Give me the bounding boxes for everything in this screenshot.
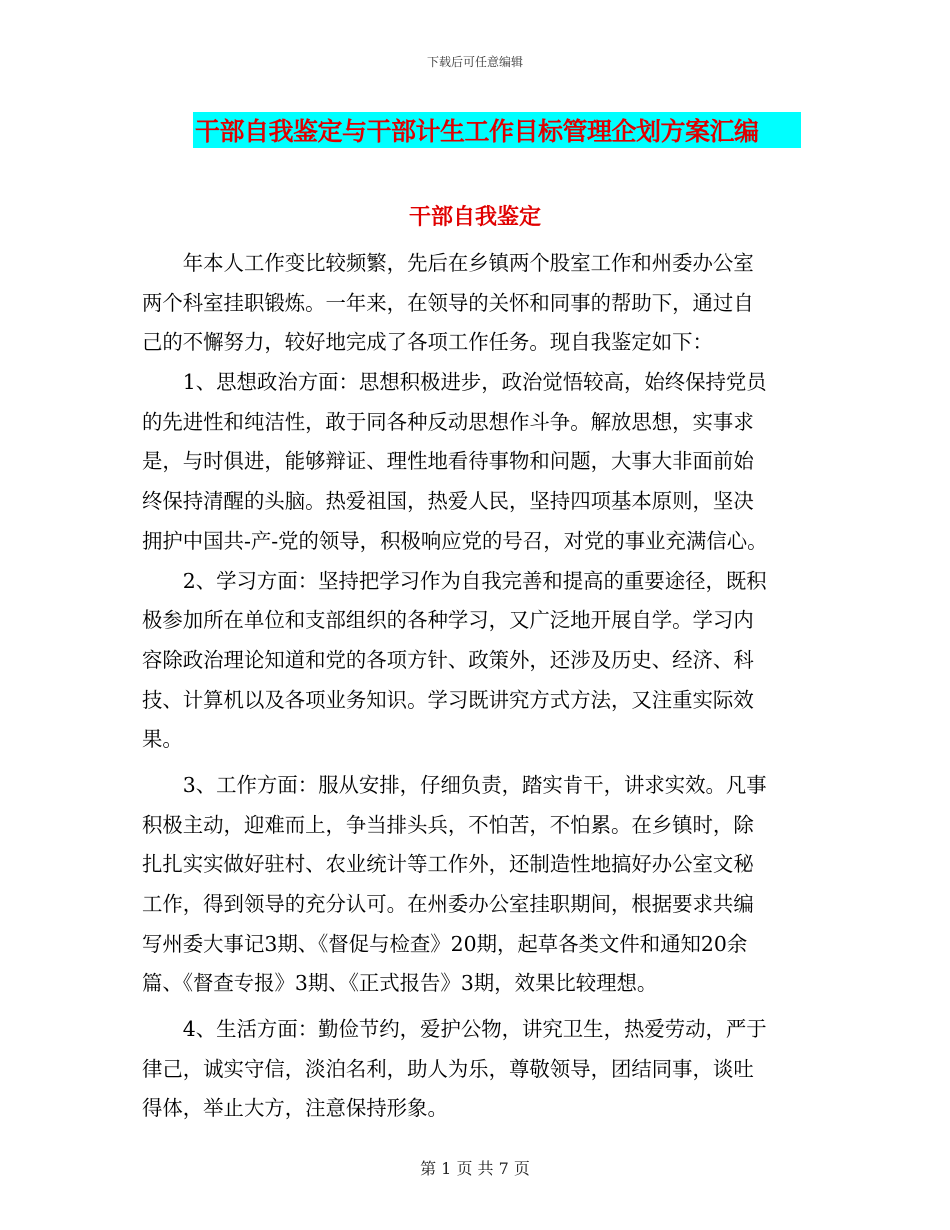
text-line: 技、计算机以及各项业务知识。学习既讲究方式方法，又注重实际效 (142, 687, 754, 712)
text-line: 篇、《督查专报》3期、《正式报告》3期，效果比较理想。 (142, 971, 658, 996)
text-line: 果。 (142, 727, 183, 752)
header-note: 下载后可任意编辑 (426, 55, 523, 69)
paragraph (142, 1010, 810, 1129)
text-line: 的先进性和纯洁性，敢于同各种反动思想作斗争。解放思想，实事求 (142, 409, 754, 434)
text-line: 容除政治理论知道和党的各项方针、政策外，还涉及历史、经济、科 (142, 647, 754, 672)
text-line: 4、生活方面：勤俭节约，爱护公物，讲究卫生，热爱劳动，严于 (142, 1017, 767, 1042)
main-title: 干部自我鉴定与干部计生工作目标管理企划方案汇编 (195, 117, 759, 146)
text-line: 律己，诚实守信，淡泊名利，助人为乐，尊敬领导，团结同事，谈吐 (142, 1056, 754, 1081)
paragraph (142, 363, 810, 561)
text-line: 终保持清醒的头脑。热爱祖国，热爱人民，坚持四项基本原则，坚决 (142, 489, 754, 514)
document-body (142, 244, 810, 1129)
text-line: 己的不懈努力，较好地完成了各项工作任务。现自我鉴定如下： (142, 330, 713, 355)
text-line: 3、工作方面：服从安排，仔细负责，踏实肯干，讲求实效。凡事 (142, 772, 767, 797)
paragraph (142, 562, 810, 760)
paragraph (142, 766, 810, 1004)
text-line: 写州委大事记3期、《督促与检查》20期，起草各类文件和通知20余 (142, 931, 748, 956)
text-line: 拥护中国共-产-党的领导，积极响应党的号召，对党的事业充满信心。 (142, 528, 768, 553)
text-line: 极参加所在单位和支部组织的各种学习，又广泛地开展自学。学习内 (142, 608, 754, 633)
text-line: 1、思想政治方面：思想积极进步，政治觉悟较高，始终保持党员 (142, 370, 767, 395)
text-line: 两个科室挂职锻炼。一年来，在领导的关怀和同事的帮助下，通过自 (142, 290, 754, 315)
main-title-highlight (193, 112, 801, 148)
text-line: 得体，举止大方，注意保持形象。 (142, 1096, 448, 1121)
text-line: 积极主动，迎难而上，争当排头兵，不怕苦，不怕累。在乡镇时，除 (142, 812, 754, 837)
text-line: 工作，得到领导的充分认可。在州委办公室挂职期间，根据要求共编 (142, 892, 754, 916)
text-line: 年本人工作变比较频繁，先后在乡镇两个股室工作和州委办公室 (142, 251, 754, 275)
text-line: 是，与时俱进，能够辩证、理性地看待事物和问题，大事大非面前始 (142, 449, 754, 474)
paragraph (142, 244, 810, 363)
page-footer: 第 1 页 共 7 页 (420, 1159, 530, 1178)
section-title: 干部自我鉴定 (408, 205, 541, 230)
text-line: 扎扎实实做好驻村、农业统计等工作外，还制造性地搞好办公室文秘 (142, 852, 754, 877)
text-line: 2、学习方面：坚持把学习作为自我完善和提高的重要途径，既积 (142, 568, 767, 593)
